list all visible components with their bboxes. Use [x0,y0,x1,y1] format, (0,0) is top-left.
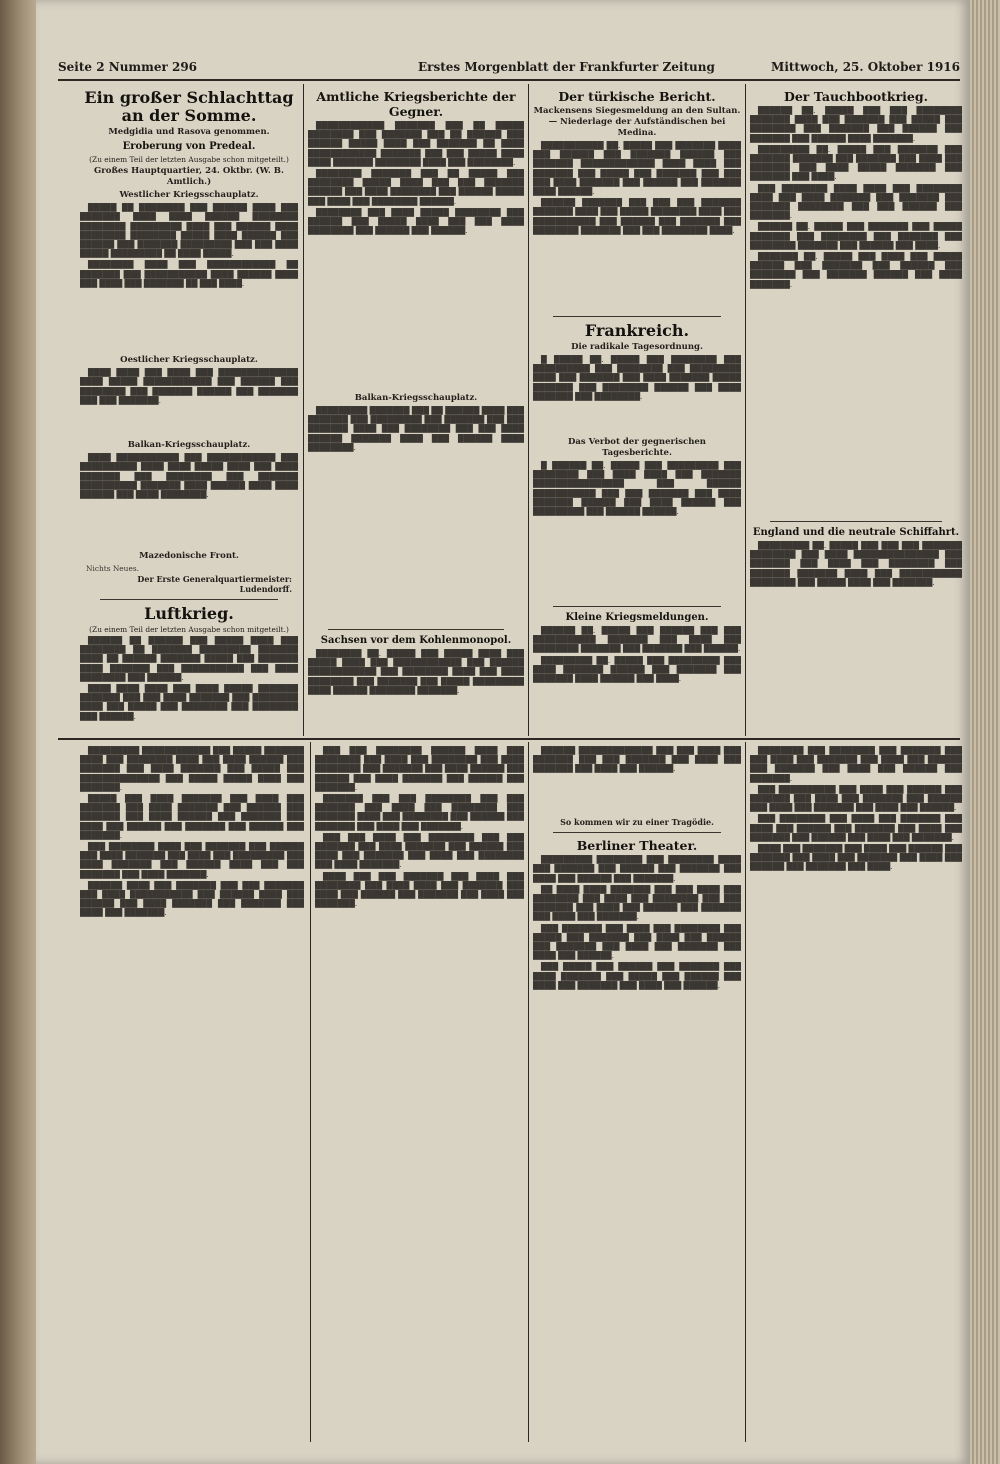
column-rule-1 [303,84,304,736]
neutral-shipping-text: █████████ ██. █████ ███ ███ ███ ███████ ████████ ███ ████ ███████████████ ███ ███████ ███ ████ ███ ████████ ███ ███████ ███████ ████ ███ ███████████ ████████ ███ █████ ████ ███ ███████. [750,541,962,587]
saxony-text: ████████ ██. █████ ███ █████ ████ ███ █████ ████ ███ ████████████ ███ ██████ ████████████ ███ ████████ ████ ███ ████ ████████ ███ ███████ ███ █████ █████████ ████ ██████ ████████ ███████. [308,649,524,695]
headline-submarine-war: Der Tauchbootkrieg. [784,89,928,104]
small-reports-text: ██████ ██. █████ ███ ██████ ███ ███ ███████████ ███████ ███ ████ ███ ████████ ███████ ███ ███████ ███ ██████. █████████ ██. █████ ███ █████████ ███ ████ ███████ ██████ ███ ███████ ███ ███████ ████ ██████ ███ ████. [533,626,741,684]
masthead [58,60,960,76]
headline-enemy-reports: Amtliche Kriegsberichte der Gegner. [316,89,516,119]
balkan-front-text: ████ ███████████ ███ ████████████ ███ ██████████ ████ ████ █████ ████ ███ ████ ███████ ███ ████████ ███ ███████ ██████████ ███████ ████ ██████ ████ ████ ██████ ███ ████ ████████. [80,453,298,500]
lower-column-rule-3 [745,742,746,1442]
section-eastern-front: Oestlicher Kriegsschauplatz. [120,355,258,366]
closing-line: Nichts Neues. [86,564,139,574]
submarine-war-text: ██████ ██. █████ ███ ███ ████████ ███████ ████ ███ ███████ ███ █████ ███ ████████ ███ ███████ ███ ██████ ███ ███████ ███ ██████ ████ ███████. █████████ ██. █████ ███ ███████ ███ ███████ ███████ ███ ███████ ███ ████ ███ ███████ ███ ████ █████ ███████ ███ ███████ ███ ████. ███ ████████ ████ ████ ███ ████████ ████ ███ ████ ███████ ███ ███████ ███ ███████ ████████ ███ ███ ██████ ███ ███████. ██████ ██. █████ ███ ███████ ███ █████ ███████ ███ ████████ ███ ███████ ███ ████████ ███████ ███ ██████ ███ ████. ███████ ██. █████ ███ ████ ███ █████ ██████ ███ ███████ ███ ██████ ███ ████████ ███ ███████ ██████ ███ ████ ███████. [750,106,962,289]
edition-note: (Zu einem Teil der letzten Ausgabe schon mitgeteilt.) [89,155,289,164]
radical-agenda-text: █ █████ ██. █████ ███ ████████ ███ ██████████ ███ ████████ ███ █████████ ████ ███ ███████ ███ ████ ███████ █████ ███████ ███ ████████ ██████ ███ ████ ███████ ███ ████████. [533,355,741,401]
section-western-front: Westlicher Kriegsschauplatz. [119,190,259,201]
page-number: Seite 2 Nummer 296 [58,60,198,74]
headline-somme: Ein großer Schlachttag an der Somme. [84,88,294,125]
headline-air-war: Luftkrieg. [144,603,234,623]
headline-neutral-shipping: England und die neutrale Schiffahrt. [752,527,960,538]
france-divider [553,316,721,317]
headline-small-reports: Kleine Kriegsmeldungen. [565,612,709,623]
balkan-enemy-text: █████████ ███████ ███ ██ ██████ ████ ███ ███████ ███ █████████ ███ ███████ ███ ███ ███████ ████ ███ ████████ ███ ███ ████ ██████ ███████ ████ ███ ██████ ████ ████████. [308,406,524,452]
subhead-mackensen: Mackensens Siegesmeldung an den Sultan. — Niederlage der Aufständischen bei Medina. [533,106,741,138]
column-submarine-war [750,86,962,734]
air-war-text: ██████ ██ ██████ ███ █████ ████ ███ ████████ ██ ███████ █████████ ███████ ████ ██ ██████ ███████ █████ ███ ███████ ████ ███████ ███ ███████████ ███ ████ ████████ ███ ██████. ████ ████ ████ ███ ████ █████ ███████ ███████ ███ ███ ████ ███████ ███ ████████ ████ ███ █████ ███ ████████ ███ ████████ ███ ██████. [80,636,298,721]
page-stack-edge [970,0,1000,1464]
subhead-radical-agenda: Die radikale Tagesordnung. [571,342,703,352]
column-enemy-reports [308,86,524,526]
neutral-shipping-divider [770,521,942,522]
section-macedonian-front: Mazedonische Front. [139,551,239,562]
ban-reports-text: █ ██████ ██. █████ ███ █████████ ███ ████████ ███ ████ ████ ███ ███████ ████████████████ ███ ██████ ███████████ ███ ███ ███████ ███ ████ ███████ ██████ ███ ████ ██████ ███ █████████ ███ ██████ ██████. [533,461,741,517]
column-rule-2 [528,84,529,736]
lower-column-rule-2 [528,742,529,1442]
headline-berlin-theater: Berliner Theater. [576,838,698,854]
feuilleton-col-2: ███ ███ ████████ ██████ ████ ███ ████████ ███ ████ ███ ████████ ███ ████ ████████ ███ ███████ ███ ████ ██████ ███ ██████ ███ ████ ███████ ███ ██████ ███ ███████. ███████ ███ ███ ████████ ███ ███ ███████ ███ ████ ███ ████████ ███ ███████ ████ ███ ████████ ███ ██████ ███ ███████ ███ ████ ███ ███████. ███ ███ ████ ███ ████████ ███ ███ ███████ ███ ████ ███████ ███ ██████ ███ ████ ███ ███████ ███ ████ ███ ████████ ███ ████ ███████. ████ ███ ███ ███████ ███ ████ ███ ████████ ███ ████ ████ ███ ███████ ███ ████ ███ ██████ ███ ███████ ███ ████ ███ ███████. [315,746,524,909]
binding-spine [0,0,36,1464]
western-front-text: █████ ██ ████████ ███ ██████ ████ ███ ███████ ████ ████ ██████ ████████ ████████ █████████ ████ ███ ██████ ████ ████████ ████████ █████ ████ ██████ ███ ██████ ███ ███████ █████████ ███ ███ ████ █████ █████████ ██ ████ █████. ████████ ████ ███ ████████████ ██ ███████ ███ ███████████ ████ ██████ ████ ███ ████ ███ ███████ ██ ███ ████. [80,203,298,288]
feuilleton-closing: So kommen wir zu einer Tragödie. [560,817,714,827]
dateline: Großes Hauptquartier, 24. Oktbr. (W. B. Amtlich.) [94,166,284,188]
headline-saxony: Sachsen vor dem Kohlenmonopol. [320,635,512,646]
saxony-divider [328,629,504,630]
feuilleton-col-3 [533,746,741,1436]
issue-date: Mittwoch, 25. Oktober 1916 [771,60,960,74]
eastern-front-text: ████ ████ ███ ████ ███ ██████████████ ████ █████ ████████████ ███ ██████ ███ ████████ ███ ███████ ██████ ███ ███████ ███ ███ ███████. [80,368,298,405]
column-rule-3 [745,84,746,736]
theater-divider [553,832,721,833]
section-divider [100,599,278,600]
section-balkan-front: Balkan-Kriegsschauplatz. [127,440,251,451]
edition-note-2: (Zu einem Teil der letzten Ausgabe schon mitgeteilt.) [89,624,289,634]
headline-turkish-report: Der türkische Bericht. [558,89,716,104]
feuilleton-rule [58,738,960,740]
subhead-predeal: Eroberung von Predeal. [122,141,256,152]
subhead-ban-reports: Das Verbot der gegnerischen Tagesberichte. [568,437,706,458]
lower-column-rule-1 [310,742,311,1442]
feuilleton-col-1: █████████ ████████████ ███ █████ ███████ ████ ███ ████████ ████ ███ ████ ██████ ███ ███████ ███ ████ ███████ ███ █████ ███ ██████████████ ███ █████ █████ ████ ███ ███████. █████ ███ ████ ███████ ███ ████ ███ ███████ ███ ████ ███████ ███ ██████ ███ ███████ ███ ████ ██████ ███ ███████ ███ ████ ███ ██████ ███ ███████ ███ ██████ ███ ███████. ███ ████████ ████ ███ ███████ ███ ██████ ███ ████ ███████ ███ ████ ███ █████████ ███ ████ ███████ ███ ██████ ████ ███ ███ ███████ ███ ████ ███████. ██████ ████ ███ ███████ ███ ███ ███████ ███ ████ ███████████ ███ ██████ ████ ███ ██████ ███ ████ ███████ ███ ███████ ███ ████ ███ ███████. [80,746,304,918]
column-war-report [80,86,298,734]
section-balkan-front-2: Balkan-Kriegsschauplatz. [354,393,478,403]
column-turkish-french [533,86,741,734]
enemy-reports-text: ████████████ ███████ ███ ██ █████ ████████ ███ ███████ ███ ██ ██████ ███ ██████ █████ ████ ███ ███████ ██ ████ ████████████ ███████ ███ ███ █████ ████ ████ ███████ ████████ ████ ███ ████████. ████████ ███████ ███ ██ █████ ███ ████████ █████ ████ ███ ███ ███████ ██████ ███ ████ ████████ ███ ██████ █████ ███ ████ ███ ████████ ██████. ████████ ███ ████ █████ ████████ ███ ██████ ███ █████ ████ ███ ███ ████ ████████ ███ ██████ ███ ██████. [308,121,524,236]
signature-ludendorff: Der Erste Generalquartiermeister: Ludendorff. [137,574,292,594]
paper-title: Erstes Morgenblatt der Frankfurter Zeitung [418,60,715,74]
column-saxony [308,624,524,734]
feuilleton-col-4: ████████ ███ ████████ ███ ███████ ███ ███ ████ ███ ███████ ███ ████ ███ ██████ ███ ███████ ███ ████ ███ ██████ ███ ███████. ███ ██████████ ███ ████ ███ ██████ ███ ███████ ███ ████ ███ ███████ ███ ██████ ███ ████ ███ ███████ ███ ████ ███ ██████. ███ ████████ ███ ████ ███ ███████ ███ ████ ███ ██████ ███ ███████ ███ ████ ███ ███████ ███ ██████ ███ ████ ███ ███████. ████ ███ ███████ ███ ████ ███ ██████ ███ ███████ ███ ████ ███ ███████ ███ ████ ███ ██████ ███ ███████ ███ ████. [750,746,962,872]
masthead-rule [58,79,960,81]
subhead-medgidia: Medgidia und Rasova genommen. [108,127,270,137]
theater-text: █████████ ████████ ███ ████████ ████ ███ ███████ ███ ██████ ███ ███████ ███ ████ ███ ██████ ███ ███████. ██ ████ ████ ███████ ███ ███ ████ ███ ████████ ███ ████ ███ ████████ ███ ███ ███████ ███ ████ ███ ██████ ███ ███████ ███ ████ ███ ███████. ███ ███████ ███ ████ ███ ████████ ███ █████ ███ ███████ ███ ████ ███ ██████ ███ ███████ ███ ████ ███ ███████ ███ ████ ███ ██████. ███ █████ ███ ██████ ███ ███████ ███ ████ ███████ ███ █████ ███ ██████ ███ ████ ███ ███████ ███ ████ ███ ██████. [533,855,741,990]
small-reports-divider [553,606,721,607]
turkish-report-text: ███████████ ██. █████ ███ ███████ ████ ███ ██████ ███ ███████ ██████ ███ ███████ █████████████ ████ ████ ███ ███████ ███ █████ ███ ███████ ███ ███ ███ ████ ███████ ███ ██████ ███ ███████ ████ ██████. ██████ ███████ ███ ███ ███ ███████ ███████ ████ ███ █████ ████████ ████ ███ ███████████ ███ ██████ ███ ███████ ███ ████████ ███████ ███ ███ ████████ ████. [533,141,741,235]
feuilleton-col-3-text: ██████ █████████████ ███ ███ ████ ███ ███████ ███ ███ ███████ ███ ████ ███ ███████ ███ ████ ███ ██████. [533,746,741,774]
headline-france: Frankreich. [584,321,690,340]
